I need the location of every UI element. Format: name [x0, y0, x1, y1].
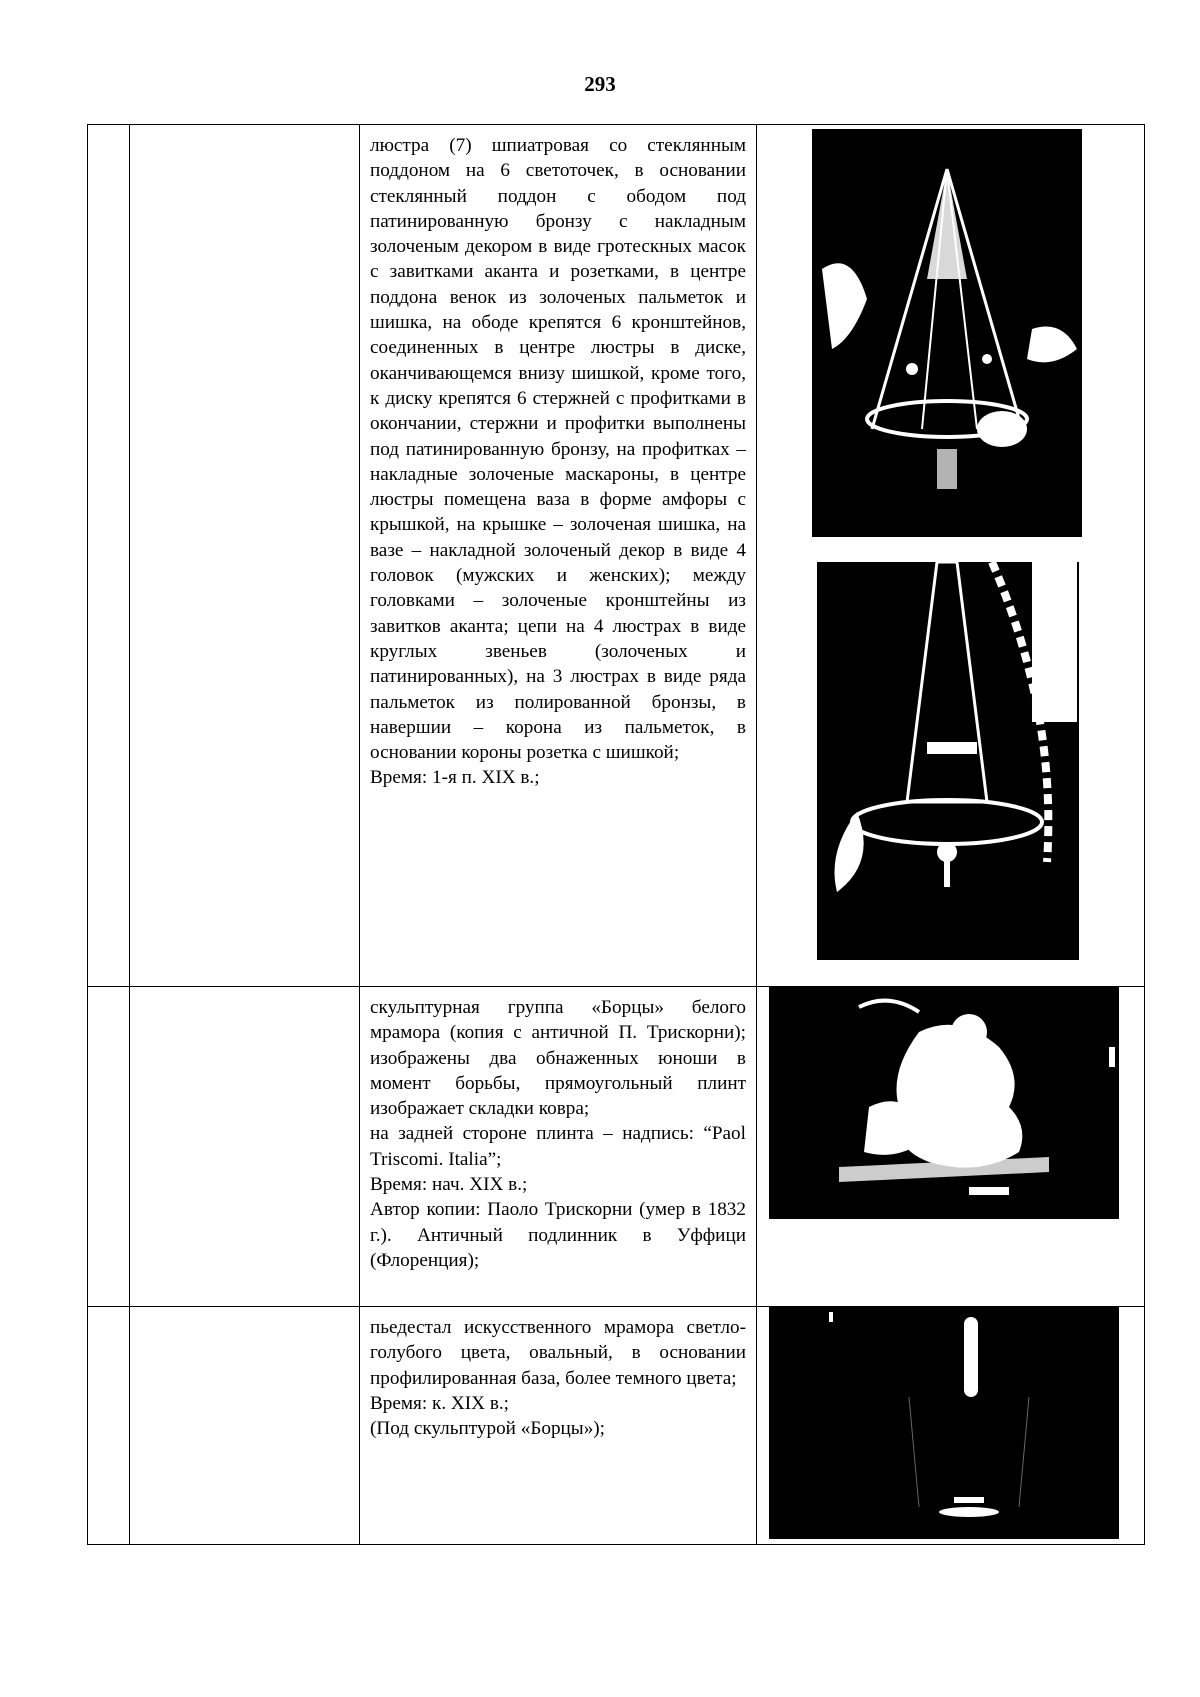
page-number: 293 [584, 72, 616, 96]
description-note: (Под скульптурой «Борцы»); [370, 1418, 606, 1440]
description-inscription: на задней стороне плинта – надпись: “Paol Triscomi. Italia”; [370, 1123, 746, 1170]
photo-cell [757, 1307, 1145, 1545]
description-date: Время: 1-я п. XIX в.; [370, 767, 540, 789]
number-cell [88, 987, 130, 1307]
wrestlers-sculpture-photo [769, 987, 1119, 1219]
description-date: Время: нач. XIX в.; [370, 1174, 528, 1196]
object-registry-table [87, 124, 1145, 1545]
description-cell [360, 125, 757, 987]
description-text: пьедестал искусственного мрамора светло-голубого цвета, овальный, в основании профилированная база, более темного цвета; [370, 1317, 746, 1389]
number-cell [88, 1307, 130, 1545]
photo-cell [757, 125, 1145, 987]
name-cell [130, 125, 360, 987]
description-cell [360, 1307, 757, 1545]
table-row [88, 987, 1145, 1307]
photo-cell [757, 987, 1145, 1307]
number-cell [88, 125, 130, 987]
name-cell [130, 987, 360, 1307]
description-cell [360, 987, 757, 1307]
pedestal-photo [769, 1307, 1119, 1539]
description-author: Автор копии: Паоло Трискорни (умер в 1832 г.). Античный подлинник в Уффици (Флоренция); [370, 1199, 746, 1271]
description-date: Время: к. XIX в.; [370, 1392, 510, 1414]
description-text: люстра (7) шпиатровая со стеклянным поддоном на 6 светоточек, в основании стеклянный поддон с ободом под патинированную бронзу с накладным золоченым декором в виде гротескных масок с завитками аканта и розетками, в центре поддона венок из золоченых пальметок и шишка, на ободе крепятся 6 кронштейнов, соединенных в центре люстры в диске, оканчивающемся внизу шишкой, кроме того, к диску крепятся 6 стержней с профитками в окончании, стержни и профитки выполнены под патинированную бронзу, на профитках – накладные золоченые маскароны, в центре люстры помещена ваза в форме амфоры с крышкой, на крышке – золоченая шишка, на вазе – накладной золоченый декор в виде 4 головок (мужских и женских); между головками – золоченые кронштейны из завитков аканта; цепи на 4 люстрах в виде круглых звеньев (золоченых и патинированных), на 3 люстрах в виде ряда пальметок из полированной бронзы, в навершии – корона из пальметок, в основании короны розетка с шишкой; [370, 135, 746, 764]
chandelier-photo-2 [817, 562, 1079, 960]
description-text: скульптурная группа «Борцы» белого мрамора (копия с античной П. Трискорни); изображены два обнаженных юноши в момент борьбы, прямоугольный плинт изображает складки ковра; [370, 997, 746, 1120]
name-cell [130, 1307, 360, 1545]
table-row [88, 1307, 1145, 1545]
table-row [88, 125, 1145, 987]
chandelier-photo-1 [812, 129, 1082, 537]
